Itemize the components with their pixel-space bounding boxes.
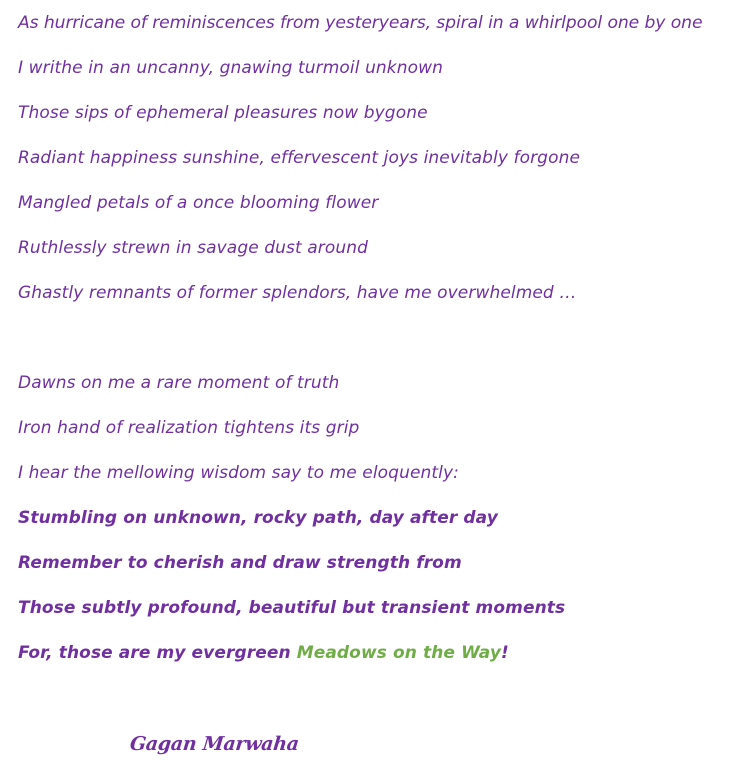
poem-line-bold: Those subtly profound, beautiful but transient moments: [18, 598, 566, 618]
poem-line: I writhe in an uncanny, gnawing turmoil unknown: [18, 58, 444, 78]
poem-line: Dawns on me a rare moment of truth: [18, 373, 340, 393]
author-signature: Gagan Marwaha: [128, 733, 300, 755]
poem-line: As hurricane of reminiscences from yesteryears, spiral in a whirlpool one by one: [18, 13, 703, 33]
poem-line: Mangled petals of a once blooming flower: [18, 193, 379, 213]
poem-line: Iron hand of realization tightens its grip: [18, 418, 360, 438]
final-line-suffix: !: [501, 643, 509, 663]
poem-line: Those sips of ephemeral pleasures now bygone: [18, 103, 428, 123]
poem-line: I hear the mellowing wisdom say to me eloquently:: [18, 463, 459, 483]
poem-line: Ruthlessly strewn in savage dust around: [18, 238, 369, 258]
final-line-prefix: For, those are my evergreen: [18, 643, 297, 663]
poem-final-line: [18, 639, 509, 667]
poem-line-bold: Stumbling on unknown, rocky path, day after day: [18, 508, 498, 528]
poem-line: Ghastly remnants of former splendors, have me overwhelmed …: [18, 283, 577, 303]
poem-line: Radiant happiness sunshine, effervescent joys inevitably forgone: [18, 148, 581, 168]
poem-title-highlight: Meadows on the Way: [296, 643, 502, 663]
poem-line-bold: Remember to cherish and draw strength from: [18, 553, 462, 573]
